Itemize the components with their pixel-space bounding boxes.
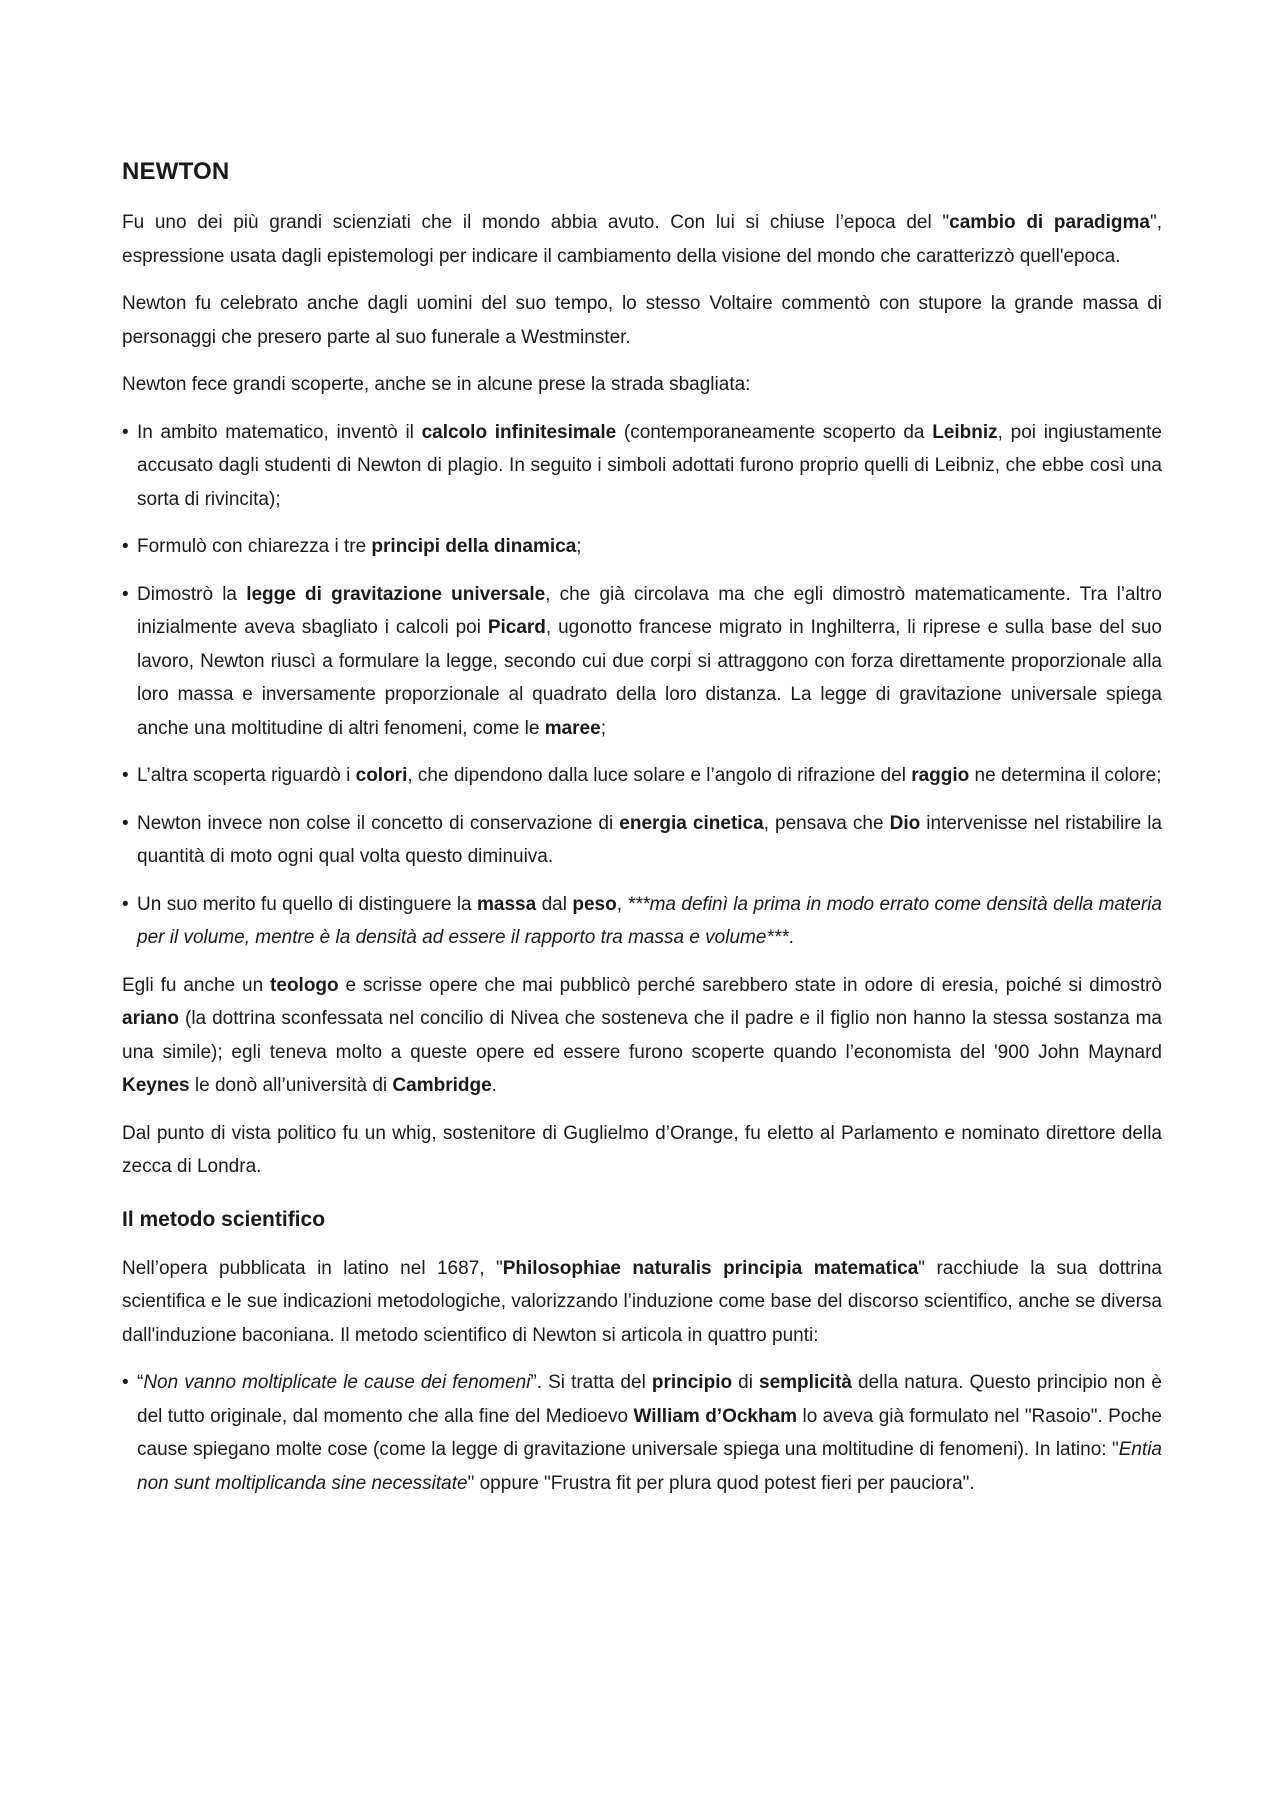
text-run: dal (536, 893, 573, 915)
bullet-icon: • (122, 812, 129, 834)
text-run: ; (600, 717, 606, 739)
bold-text-run: peso (572, 893, 617, 915)
bold-text-run: calcolo infinitesimale (421, 421, 617, 443)
method-intro-paragraph (122, 1252, 1162, 1353)
bold-text-run: principio (651, 1372, 733, 1393)
method-point-item (122, 1366, 1162, 1500)
body-paragraph (122, 969, 1162, 1103)
discovery-item (122, 416, 1162, 517)
text-run: Nell’opera pubblicata in latino nel 1687, " (122, 1257, 503, 1279)
intro-paragraph (122, 206, 1162, 273)
discovery-text (137, 422, 1162, 510)
bold-text-run: legge di gravitazione universale (246, 583, 546, 605)
bold-text-run: Leibniz (932, 421, 998, 443)
discovery-item (122, 759, 1162, 793)
text-run: . (788, 927, 794, 948)
bullet-icon: • (122, 583, 129, 605)
bold-text-run: Philosophiae naturalis principia matematica (502, 1257, 919, 1279)
text-run: della natura. Questo principio non è del tutto originale, dal momento che alla fine del Medioevo (137, 1372, 1162, 1427)
text-run: di (732, 1372, 760, 1393)
discovery-text (137, 765, 1161, 786)
text-run: Egli fu anche un (122, 974, 271, 996)
document-title: NEWTON (122, 158, 230, 185)
text-run: Newton fu celebrato anche dagli uomini del suo tempo, lo stesso Voltaire commentò con stupore la grande massa di personaggi che presero parte al suo funerale a Westminster. (122, 293, 1162, 348)
bold-text-run: raggio (911, 765, 970, 786)
bold-text-run: ariano (122, 1008, 180, 1029)
text-run: , ugonotto francese migrato in Inghilterra, li riprese e sulla base del suo lavoro, Newton riuscì a formulare la legge, secondo cui due corpi si attraggono con forza direttamente proporzionale alla loro massa e inversamente proporzionale al quadrato della loro distanza. La legge di gravitazione universale spiega anche una moltitudine di altri fenomeni, come le (137, 617, 1162, 739)
text-run: L’altra scoperta riguardò i (137, 765, 356, 786)
text-run: , pensava che (763, 812, 890, 834)
bullet-icon: • (122, 1372, 129, 1393)
bold-text-run: energia cinetica (619, 812, 764, 834)
method-points-list (122, 1366, 1162, 1500)
bold-text-run: principi della dinamica (371, 536, 577, 557)
text-run: e scrisse opere che mai pubblicò perché sarebbero state in odore di eresia, poiché si dimostrò (338, 974, 1163, 996)
text-run: Newton invece non colse il concetto di conservazione di (137, 812, 620, 834)
bullet-icon: • (122, 421, 129, 443)
text-run: le donò all’università di (189, 1075, 393, 1096)
method-point-text (137, 1372, 1162, 1494)
discovery-text (137, 813, 1162, 868)
italic-text-run: Entia non sunt moltiplicanda sine necessitate (137, 1439, 1162, 1494)
text-run: " oppure "Frustra fit per plura quod potest fieri per pauciora". (467, 1472, 975, 1494)
text-run: Formulò con chiarezza i tre (137, 536, 372, 557)
bold-text-run: William d’Ockham (633, 1405, 798, 1427)
bold-text-run: colori (355, 765, 408, 786)
text-run: Dimostrò la (137, 583, 247, 605)
text-run: intervenisse nel ristabilire la quantità di moto ogni qual volta questo diminuiva. (137, 812, 1162, 867)
bold-text-run: cambio di paradigma (949, 212, 1150, 233)
text-run: , che dipendono dalla luce solare e l’angolo di rifrazione del (407, 765, 912, 786)
bold-text-run: massa (477, 893, 537, 915)
text-run: In ambito matematico, inventò il (137, 421, 422, 443)
italic-text-run: Non vanno moltiplicate le cause dei fenomeni (143, 1372, 531, 1393)
text-run: Dal punto di vista politico fu un whig, sostenitore di Guglielmo d’Orange, fu eletto al Parlamento e nominato direttore della zecca di Londra. (122, 1122, 1162, 1177)
bold-text-run: Cambridge (392, 1075, 492, 1096)
bold-text-run: Dio (889, 812, 921, 834)
text-run: . (491, 1075, 497, 1096)
bullet-icon: • (122, 536, 129, 557)
text-run: ; (576, 536, 582, 557)
after-list-section (122, 969, 1162, 1184)
italic-text-run: ***ma definì la prima in modo errato come densità della materia per il volume, mentre è la densità ad essere il rapporto tra massa e volume*** (137, 893, 1162, 948)
discovery-text (137, 536, 582, 557)
discovery-item (122, 888, 1162, 955)
bullet-icon: • (122, 893, 129, 915)
bold-text-run: maree (544, 717, 601, 739)
text-run: , poi ingiustamente accusato dagli studenti di Newton di plagio. In seguito i simboli adottati furono proprio quelli di Leibniz, che ebbe così una sorta di rivincita); (137, 421, 1162, 510)
text-run: Fu uno dei più grandi scienziati che il mondo abbia avuto. Con lui si chiuse l’epoca del " (122, 212, 950, 233)
text-run: , che già circolava ma che egli dimostrò matematicamente. Tra l’altro inizialmente aveva sbagliato i calcoli poi (137, 583, 1162, 638)
text-run: " racchiude la sua dottrina scientifica e le sue indicazioni metodologiche, valorizzando l’induzione come base del discorso scientifico, anche se diversa dall'induzione baconiana. Il metodo scientifico di Newton si articola in quattro punti: (122, 1257, 1162, 1346)
discovery-item (122, 807, 1162, 874)
text-run: lo aveva già formulato nel "Rasoio". Poche cause spiegano molte cose (come la legge di gravitazione universale spiega una moltitudine di fenomeni). In latino: " (137, 1405, 1162, 1460)
intro-paragraph (122, 287, 1162, 354)
body-paragraph (122, 1117, 1162, 1184)
discoveries-list (122, 416, 1162, 955)
bullet-icon: • (122, 765, 129, 786)
text-run: ", espressione usata dagli epistemologi per indicare il cambiamento della visione del mondo che caratterizzò quell'epoca. (122, 212, 1162, 267)
bold-text-run: Keynes (122, 1075, 190, 1096)
bold-text-run: teologo (270, 974, 339, 996)
text-run: (contemporaneamente scoperto da (616, 421, 933, 443)
text-run: (la dottrina sconfessata nel concilio di Nivea che sosteneva che il padre e il figlio non hanno la stessa sostanza ma una simile); egli teneva molto a queste opere ed essere furono scoperte quando l’economista del '900 John Maynard (122, 1008, 1162, 1063)
discovery-item (122, 578, 1162, 746)
discovery-text (137, 584, 1162, 739)
bold-text-run: semplicità (759, 1372, 852, 1393)
intro-section (122, 206, 1162, 402)
text-run: Un suo merito fu quello di distinguere la (137, 893, 478, 915)
text-run: ne determina il colore; (969, 765, 1162, 786)
bold-text-run: Picard (487, 617, 546, 638)
text-run: “ (137, 1372, 144, 1393)
section-heading: Il metodo scientifico (122, 1207, 326, 1231)
discovery-text (137, 894, 1162, 949)
text-run: Newton fece grandi scoperte, anche se in alcune prese la strada sbagliata: (122, 374, 751, 395)
text-run: ”. Si tratta del (530, 1372, 652, 1393)
intro-paragraph (122, 368, 1162, 402)
discovery-item (122, 530, 1162, 564)
text-run: , (616, 893, 628, 915)
